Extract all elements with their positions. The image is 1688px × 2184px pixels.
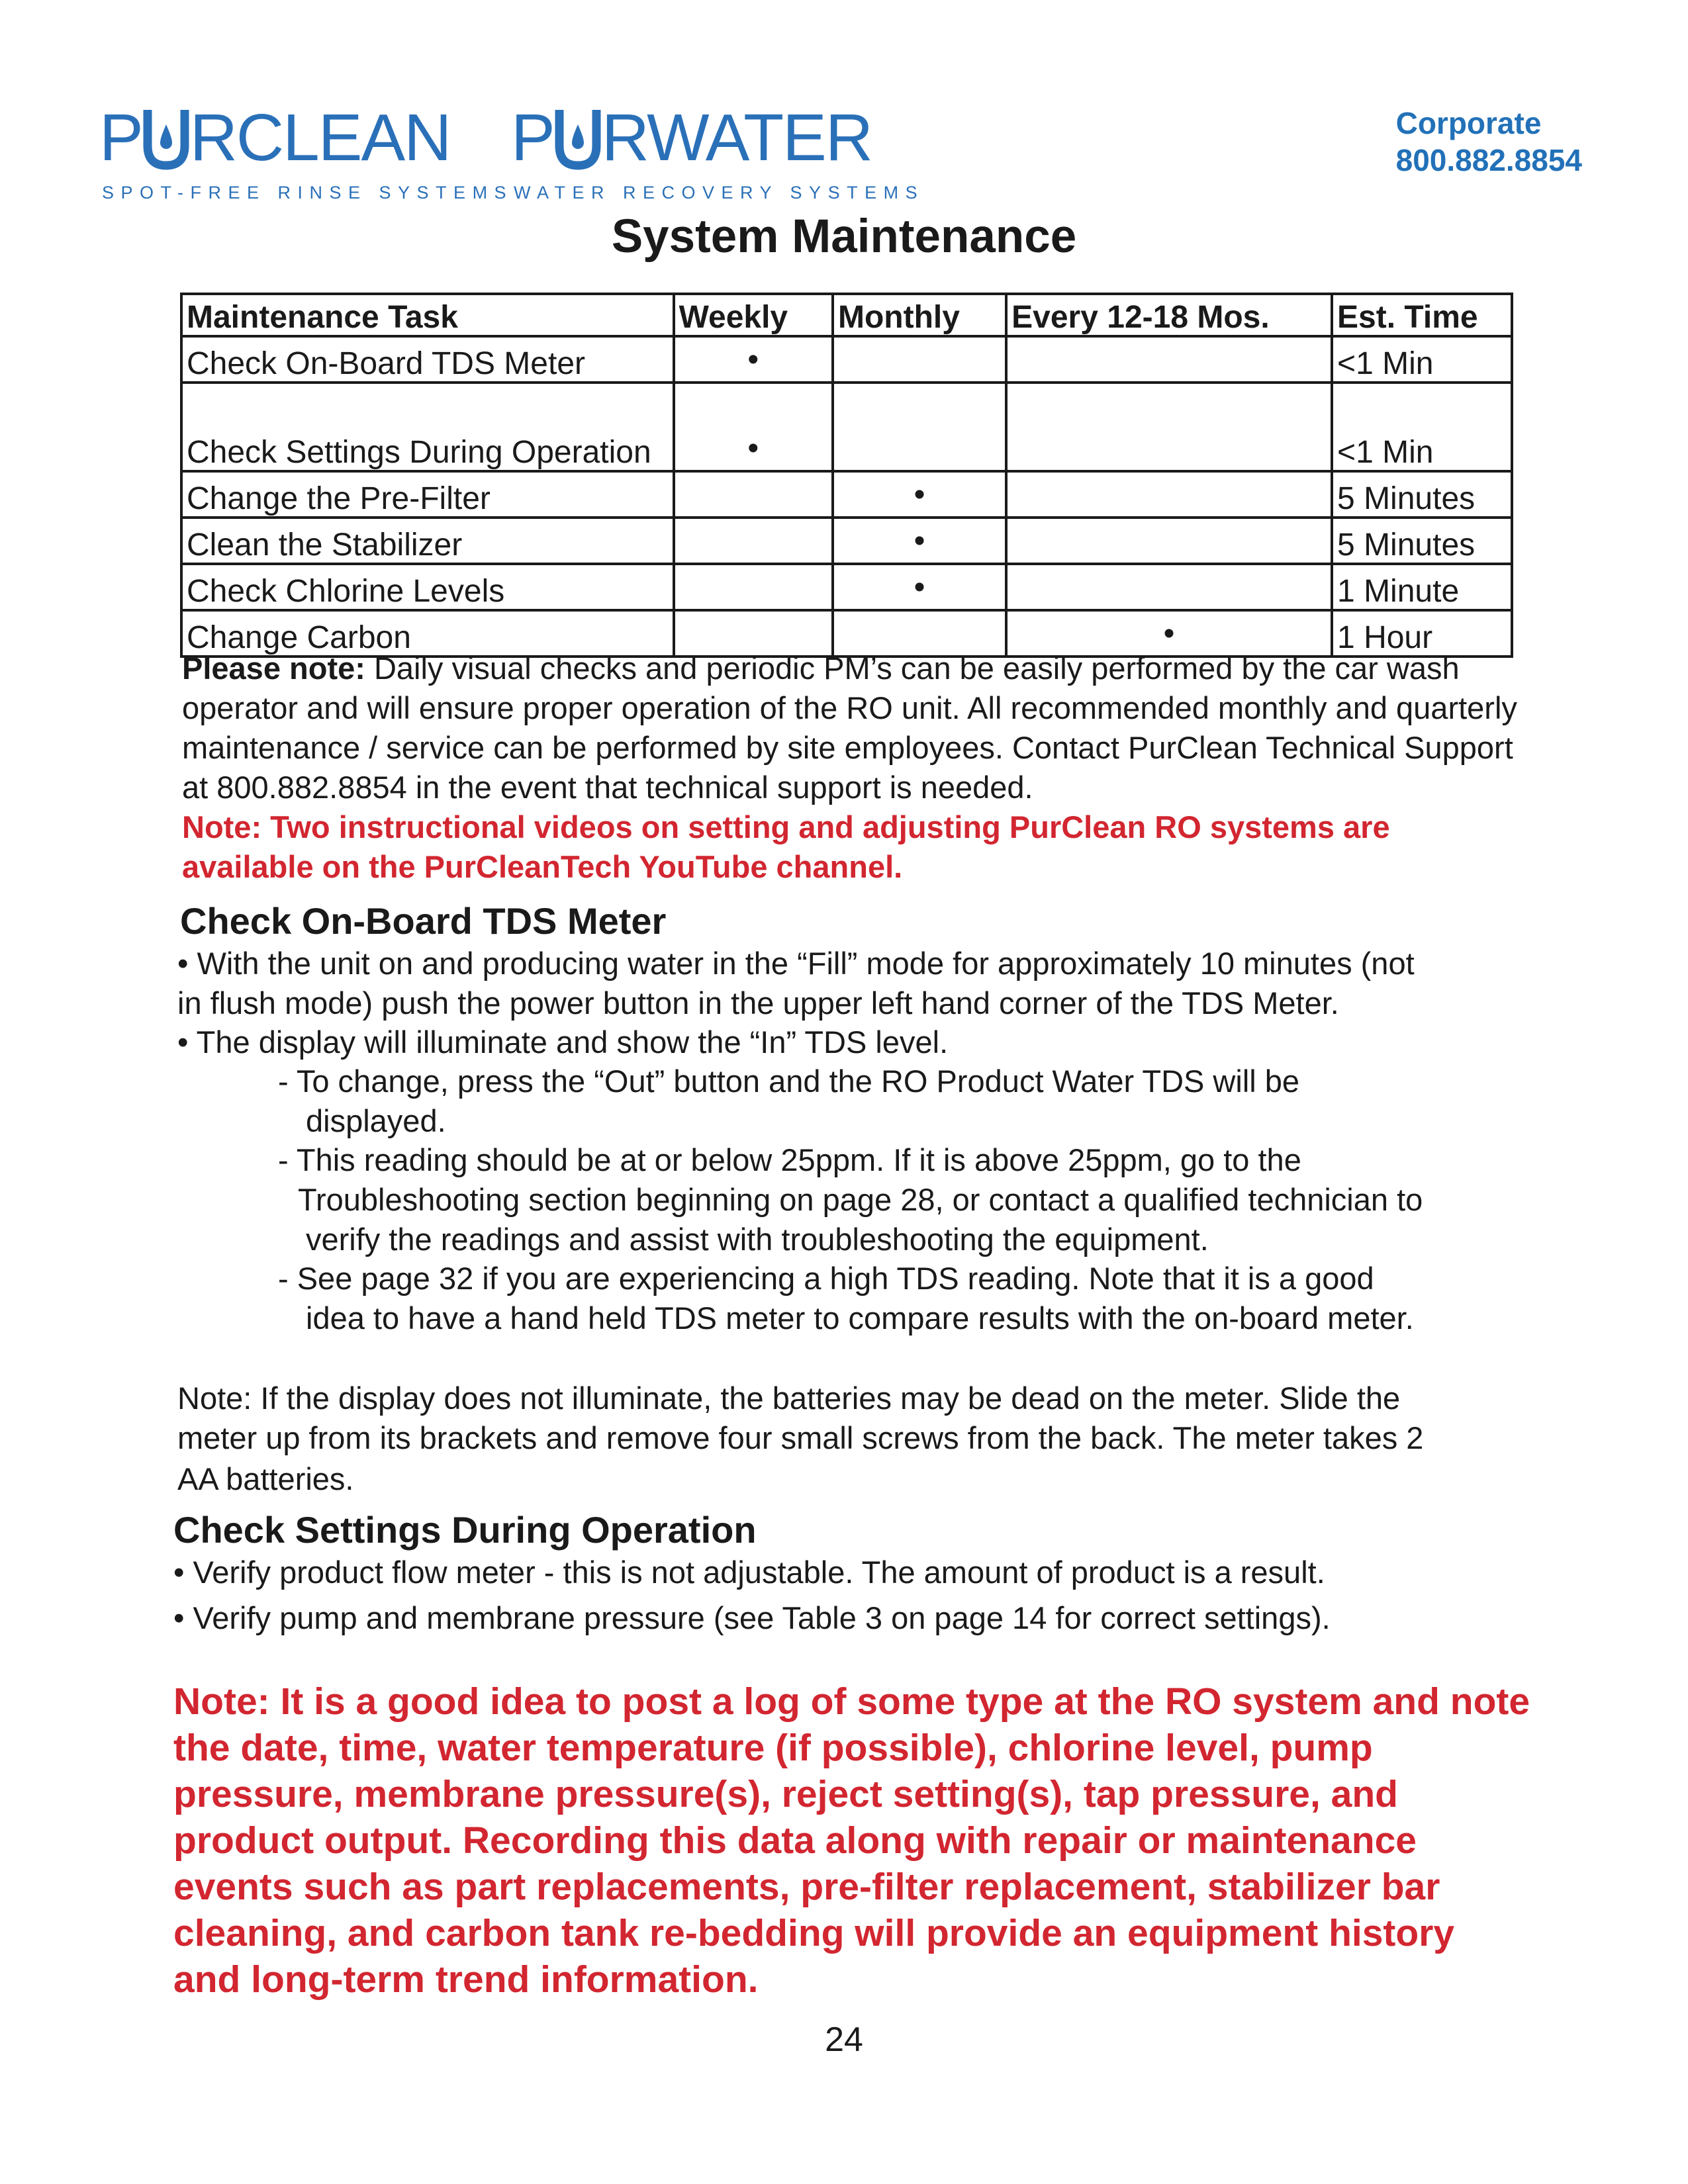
tds-note-line-3: AA batteries.	[177, 1461, 354, 1496]
tds-sub-2-line-1: - This reading should be at or below 25ppm. If it is above 25ppm, go to the	[278, 1142, 1301, 1177]
page-title: System Maintenance	[611, 210, 1077, 263]
task-cell: Clean the Stabilizer	[181, 518, 674, 564]
weekly-cell	[674, 471, 833, 518]
weekly-cell: •	[674, 336, 833, 383]
tds-note-line-1: Note: If the display does not illuminate, the batteries may be dead on the meter. Slide the	[177, 1381, 1401, 1416]
task-cell: Check Settings During Operation	[181, 383, 674, 471]
please-note-paragraph	[182, 649, 1519, 887]
weekly-cell	[674, 518, 833, 564]
maintenance-table	[180, 293, 1513, 658]
table-row	[181, 336, 1512, 383]
monthly-cell: •	[833, 471, 1006, 518]
corporate-phone: 800.882.8854	[1395, 143, 1582, 177]
monthly-cell: •	[833, 518, 1006, 564]
page-number: 24	[825, 2021, 863, 2059]
settings-section-heading: Check Settings During Operation	[173, 1509, 757, 1551]
yearly-cell	[1006, 564, 1332, 610]
drop-u-icon	[554, 105, 602, 171]
monthly-cell: •	[833, 564, 1006, 610]
settings-bullet-1: • Verify product flow meter - this is not adjustable. The amount of product is a result.	[173, 1555, 1325, 1590]
tds-sub-1-line-2: displayed.	[306, 1103, 446, 1138]
purclean-tagline: SPOT-FREE RINSE SYSTEMS	[102, 183, 514, 203]
time-cell: <1 Min	[1332, 336, 1512, 383]
column-header: Monthly	[833, 294, 1006, 336]
time-cell: 1 Hour	[1332, 610, 1512, 657]
purwater-logo	[511, 101, 925, 203]
table-row	[181, 518, 1512, 564]
task-cell: Change the Pre-Filter	[181, 471, 674, 518]
purwater-tagline: WATER RECOVERY SYSTEMS	[514, 183, 925, 203]
tds-bullet-1-line-2: in flush mode) push the power button in the upper left hand corner of the TDS Meter.	[177, 985, 1339, 1021]
purclean-logo	[99, 101, 514, 203]
monthly-cell	[833, 383, 1006, 471]
purclean-wordmark: P RCLEAN	[99, 101, 451, 175]
time-cell: 1 Minute	[1332, 564, 1512, 610]
table-row	[181, 471, 1512, 518]
please-note-text: Daily visual checks and periodic PM’s can be easily performed by the car wash operator and will ensure proper operation of the RO unit. All recommended monthly and quarterly maintenance / service can be performed by site employees. Contact PurClean Technical Support at 800.882.8854 in the event that technical support is needed.	[182, 651, 1517, 805]
weekly-cell: •	[674, 383, 833, 471]
please-note-label: Please note:	[182, 651, 365, 686]
yearly-cell: •	[1006, 610, 1332, 657]
yearly-cell	[1006, 471, 1332, 518]
yearly-cell	[1006, 336, 1332, 383]
table-header-row	[181, 294, 1512, 336]
task-cell: Check On-Board TDS Meter	[181, 336, 674, 383]
tds-sub-1-line-1: - To change, press the “Out” button and the RO Product Water TDS will be	[278, 1064, 1300, 1099]
column-header: Maintenance Task	[181, 294, 674, 336]
time-cell: 5 Minutes	[1332, 471, 1512, 518]
column-header: Est. Time	[1332, 294, 1512, 336]
time-cell: <1 Min	[1332, 383, 1512, 471]
tds-note-line-2: meter up from its brackets and remove four small screws from the back. The meter takes 2	[177, 1420, 1424, 1455]
drop-u-icon	[142, 105, 190, 171]
yearly-cell	[1006, 518, 1332, 564]
table-row	[181, 564, 1512, 610]
column-header: Every 12-18 Mos.	[1006, 294, 1332, 336]
purwater-wordmark: P RWATER	[511, 101, 872, 175]
tds-sub-3-line-1: - See page 32 if you are experiencing a high TDS reading. Note that it is a good	[278, 1261, 1374, 1296]
log-recommendation-note: Note: It is a good idea to post a log of some type at the RO system and note the date, time, water temperature (if possible), chlorine level, pump pressure, membrane pressure(s), reject setting(s), tap pressure, and product output. Recording this data along with repair or maintenance events such as part replacements, pre-filter replacement, stabilizer bar cleaning, and carbon tank re-bedding will provide an equipment history and long-term trend information.	[173, 1680, 1530, 2001]
corporate-label: Corporate	[1395, 106, 1542, 140]
settings-bullet-2: • Verify pump and membrane pressure (see Table 3 on page 14 for correct settings).	[173, 1600, 1331, 1635]
tds-section-heading: Check On-Board TDS Meter	[180, 900, 667, 942]
weekly-cell	[674, 564, 833, 610]
tds-sub-2-line-3: verify the readings and assist with troubleshooting the equipment.	[306, 1222, 1209, 1257]
tds-bullet-1-line-1: • With the unit on and producing water in the “Fill” mode for approximately 10 minutes (not	[177, 946, 1415, 981]
yearly-cell	[1006, 383, 1332, 471]
time-cell: 5 Minutes	[1332, 518, 1512, 564]
tds-sub-3-line-2: idea to have a hand held TDS meter to compare results with the on-board meter.	[306, 1300, 1414, 1336]
monthly-cell	[833, 336, 1006, 383]
tds-bullet-2: • The display will illuminate and show the “In” TDS level.	[177, 1024, 949, 1060]
table-row	[181, 383, 1512, 471]
column-header: Weekly	[674, 294, 833, 336]
video-note: Note: Two instructional videos on setting and adjusting PurClean RO systems are available on the PurCleanTech YouTube channel.	[182, 809, 1390, 884]
tds-sub-2-line-2: Troubleshooting section beginning on page 28, or contact a qualified technician to	[298, 1182, 1423, 1217]
corporate-contact	[1396, 105, 1582, 179]
task-cell: Check Chlorine Levels	[181, 564, 674, 610]
task-cell: Change Carbon	[181, 610, 674, 657]
